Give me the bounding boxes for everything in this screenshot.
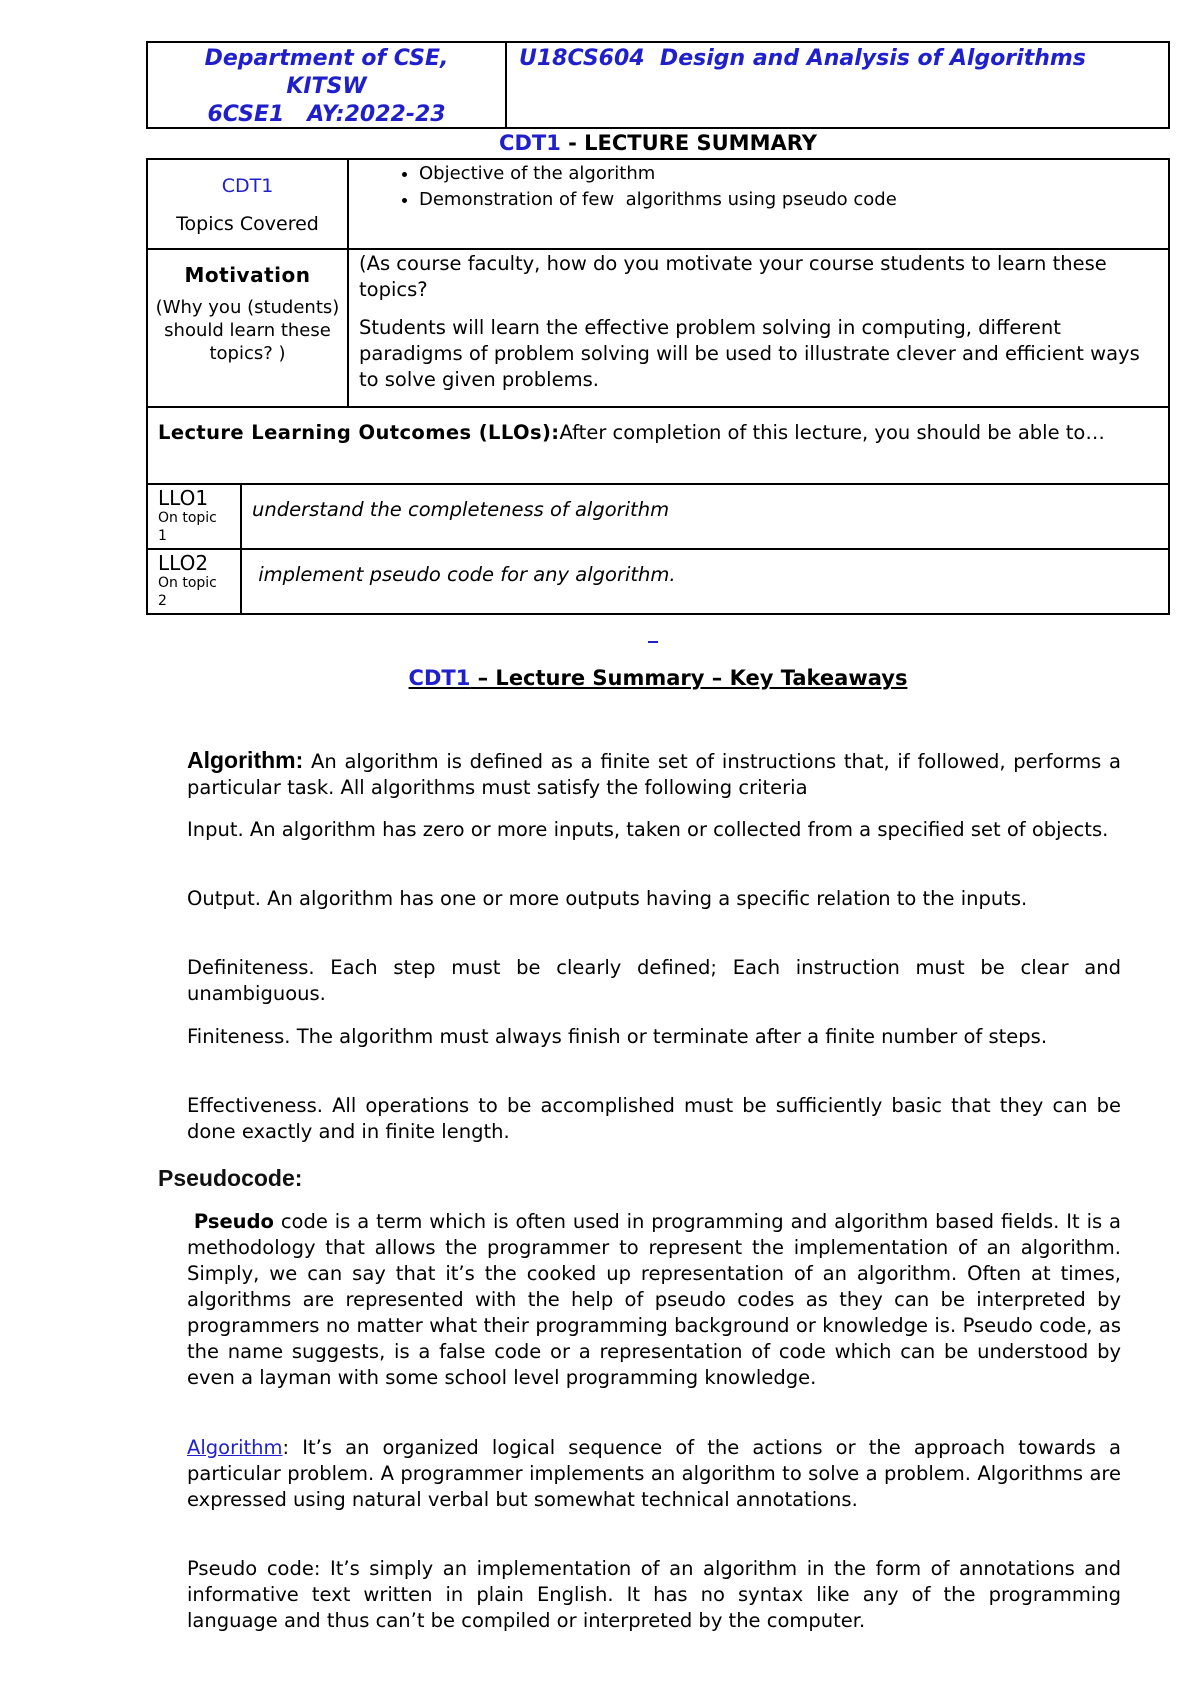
llo2-text-cell bbox=[242, 550, 1168, 613]
algorithm-definition-text: An algorithm is defined as a finite set of instructions that, if followed, performs a particular task. All algorithms must satisfy the following criteria bbox=[187, 750, 1121, 799]
topics-row bbox=[148, 160, 1168, 250]
lecture-summary-title bbox=[146, 130, 1170, 156]
criterion-finiteness: Finiteness. The algorithm must always finish or terminate after a finite number of steps. bbox=[187, 1025, 1048, 1048]
criterion-effectiveness: Effectiveness. All operations to be accomplished must be sufficiently basic that they can be done exactly and in finite length. bbox=[187, 1094, 1121, 1143]
empty-link-mark bbox=[648, 641, 658, 643]
topics-content-cell bbox=[349, 160, 1168, 248]
algorithm-link[interactable]: Algorithm bbox=[187, 1436, 283, 1459]
department-cell bbox=[148, 43, 507, 127]
motivation-question: (As course faculty, how do you motivate your course students to learn these topics? bbox=[359, 252, 1107, 301]
topics-label-cell bbox=[148, 160, 349, 248]
summary-table bbox=[146, 158, 1170, 615]
department-name: Department of CSE, bbox=[204, 46, 449, 71]
algorithm-label: Algorithm: bbox=[187, 747, 304, 773]
llo-heading-label: Lecture Learning Outcomes (LLOs): bbox=[158, 421, 560, 444]
institute-name: KITSW bbox=[286, 74, 367, 99]
pseudocode-heading: Pseudocode: bbox=[158, 1165, 303, 1191]
pseudocode-intro bbox=[187, 1209, 1121, 1391]
motivation-answer: Students will learn the effective problem solving in computing, different paradigms of problem solving will be used to illustrate clever and efficient ways to solve given problems. bbox=[359, 316, 1140, 391]
llo2-topic-number: 2 bbox=[158, 593, 167, 609]
motivation-subtitle: (Why you (students) should learn these topics? ) bbox=[155, 297, 340, 364]
key-takeaways-title bbox=[146, 664, 1170, 692]
llo1-on-topic: On topic bbox=[158, 510, 217, 526]
topics-label: Topics Covered bbox=[176, 213, 319, 235]
llo1-text: understand the completeness of algorithm bbox=[252, 498, 670, 521]
motivation-content-cell bbox=[349, 250, 1168, 406]
pseudocode-intro-text: code is a term which is often used in programming and algorithm based fields. It is a methodology that allows the programmer to represent the implementation of an algorithm. Simply, we can say that it’s the cooked up representation of an algorithm. Often at times, algorithms are represented with the help of pseudo codes as they can be interpreted by programmers no matter what their programming background or knowledge is. Pseudo code, as the name suggests, is a false code or a representation of code which can be understood by even a layman with some school level programming knowledge. bbox=[187, 1210, 1121, 1389]
llo1-row bbox=[148, 485, 1168, 550]
llo-heading-row bbox=[148, 408, 1168, 485]
key-takeaways-code: CDT1 bbox=[408, 666, 471, 690]
list-item: • Demonstration of few algorithms using pseudo code bbox=[419, 187, 1168, 213]
topics-code: CDT1 bbox=[221, 175, 274, 197]
llo2-text: implement pseudo code for any algorithm. bbox=[252, 563, 676, 586]
criterion-output: Output. An algorithm has one or more outputs having a specific relation to the inputs. bbox=[187, 887, 1028, 910]
pseudocode-intro-bold: Pseudo bbox=[193, 1210, 274, 1233]
section-year: 6CSE1 AY:2022-23 bbox=[207, 102, 446, 127]
criterion-input: Input. An algorithm has zero or more inputs, taken or collected from a specified set of objects. bbox=[187, 818, 1109, 841]
llo1-topic-number: 1 bbox=[158, 528, 167, 544]
summary-code: CDT1 bbox=[499, 131, 561, 155]
pseudocode-definition: Pseudo code: It’s simply an implementation of an algorithm in the form of annotations and informative text written in plain English. It has no syntax like any of the programming language and thus can’t be compiled or interpreted by the computer. bbox=[187, 1557, 1121, 1632]
motivation-row bbox=[148, 250, 1168, 408]
summary-title-text: - LECTURE SUMMARY bbox=[560, 131, 817, 155]
topics-list bbox=[349, 160, 1168, 213]
llo-heading-text: After completion of this lecture, you should be able to… bbox=[559, 421, 1105, 444]
key-takeaways-text: – Lecture Summary – Key Takeaways bbox=[470, 666, 908, 690]
algorithm-paragraph bbox=[187, 1435, 1121, 1513]
criterion-definiteness: Definiteness. Each step must be clearly defined; Each instruction must be clear and unambiguous. bbox=[187, 956, 1121, 1005]
course-cell bbox=[507, 43, 1168, 127]
llo2-on-topic: On topic bbox=[158, 575, 217, 591]
llo2-code-cell bbox=[148, 550, 242, 613]
algorithm-paragraph-text: : It’s an organized logical sequence of the actions or the approach towards a particular problem. A programmer implements an algorithm to solve a problem. Algorithms are expressed using natural verbal but somewhat technical annotations. bbox=[187, 1436, 1121, 1511]
course-title: U18CS604 Design and Analysis of Algorithms bbox=[519, 46, 1086, 71]
algorithm-definition bbox=[187, 747, 1121, 801]
motivation-label-cell bbox=[148, 250, 349, 406]
llo1-code-cell bbox=[148, 485, 242, 548]
llo-heading bbox=[148, 408, 1168, 446]
llo2-row bbox=[148, 550, 1168, 613]
header-table bbox=[146, 41, 1170, 129]
list-item: • Objective of the algorithm bbox=[419, 161, 1168, 187]
llo2-code: LLO2 bbox=[158, 551, 209, 575]
llo1-code: LLO1 bbox=[158, 486, 209, 510]
motivation-title: Motivation bbox=[184, 263, 311, 287]
llo1-text-cell bbox=[242, 485, 1168, 548]
